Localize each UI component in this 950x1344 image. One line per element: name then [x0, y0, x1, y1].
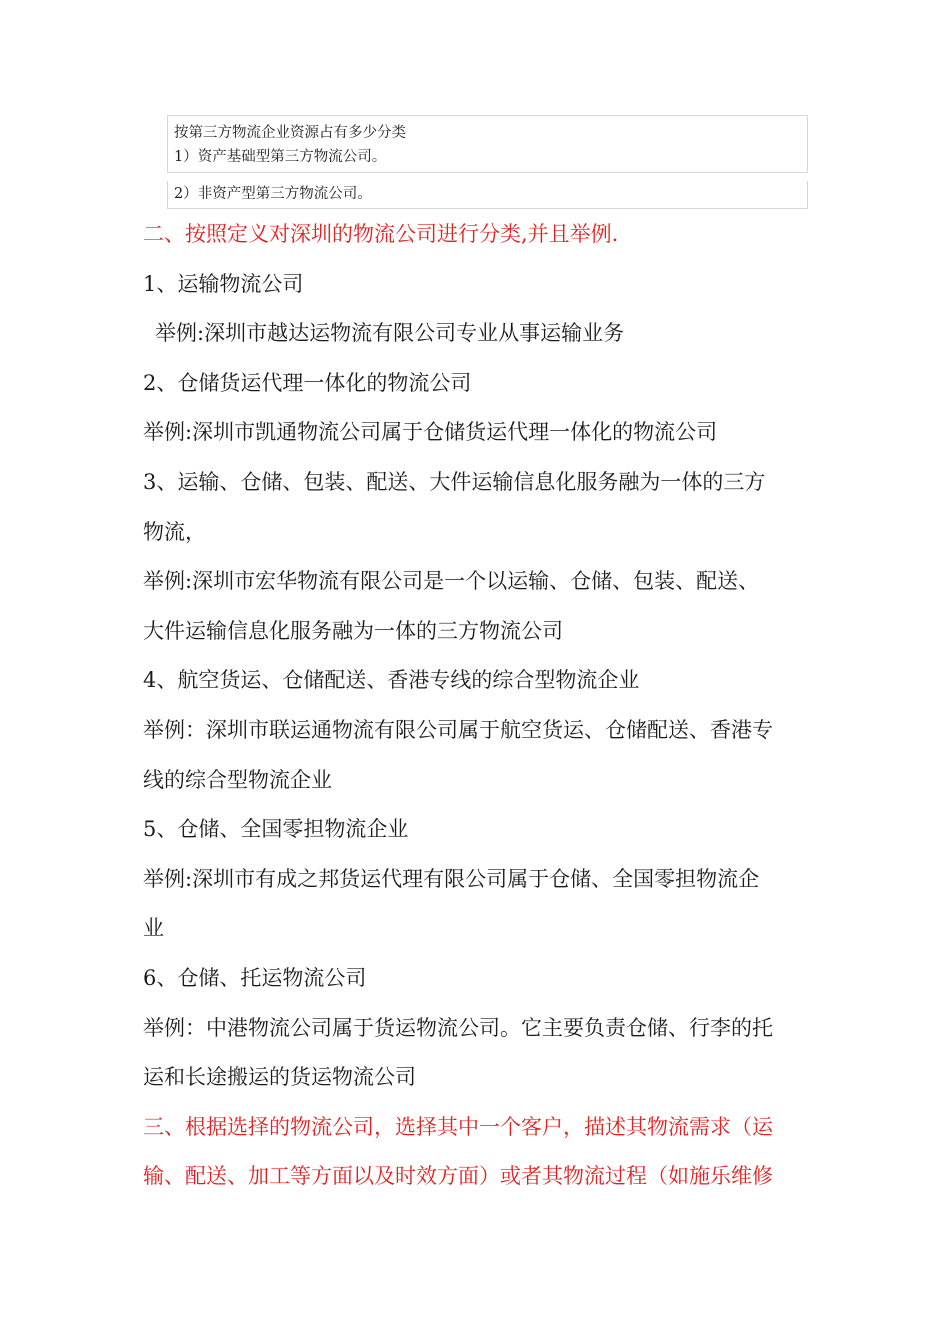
- item-1-title: 1、运输物流公司: [143, 271, 304, 296]
- section-3-heading-line-1: 三、根据选择的物流公司，选择其中一个客户，描述其物流需求（运: [143, 1114, 773, 1139]
- item-3-title-line-2: 物流，: [143, 519, 206, 544]
- item-4-example-line-2: 线的综合型物流企业: [143, 767, 332, 792]
- item-3-example-line-1: 举例:深圳市宏华物流有限公司是一个以运输、仓储、包装、配送、: [143, 569, 760, 594]
- classification-box: [167, 115, 808, 173]
- item-5-title: 5、仓储、全国零担物流企业: [143, 817, 409, 842]
- classification-box-continued: [167, 181, 808, 209]
- item-3-title-line-1: 3、运输、仓储、包装、配送、大件运输信息化服务融为一体的三方: [143, 469, 766, 494]
- item-1-example: 举例:深圳市越达运物流有限公司专业从事运输业务: [155, 321, 625, 346]
- item-4-title: 4、航空货运、仓储配送、香港专线的综合型物流企业: [143, 668, 640, 693]
- section-2-heading: 二、按照定义对深圳的物流公司进行分类,并且举例.: [143, 222, 619, 246]
- item-2-example: 举例:深圳市凯通物流公司属于仓储货运代理一体化的物流公司: [143, 420, 718, 445]
- section-3-heading-line-2: 输、配送、加工等方面以及时效方面）或者其物流过程（如施乐维修: [143, 1164, 773, 1189]
- item-6-example-line-1: 举例：中港物流公司属于货运物流公司。它主要负责仓储、行李的托: [143, 1015, 773, 1040]
- item-4-example-line-1: 举例：深圳市联运通物流有限公司属于航空货运、仓储配送、香港专: [143, 717, 773, 742]
- item-3-example-line-2: 大件运输信息化服务融为一体的三方物流公司: [143, 618, 563, 643]
- box-title: 按第三方物流企业资源占有多少分类: [174, 125, 406, 141]
- item-5-example-line-1: 举例:深圳市有成之邦货运代理有限公司属于仓储、全国零担物流企: [143, 866, 760, 891]
- box-item-1: 1）资产基础型第三方物流公司。: [174, 149, 387, 165]
- item-6-title: 6、仓储、托运物流公司: [143, 965, 367, 990]
- document-body: [143, 210, 811, 1202]
- item-6-example-line-2: 运和长途搬运的货运物流公司: [143, 1065, 416, 1090]
- item-2-title: 2、仓储货运代理一体化的物流公司: [143, 370, 472, 395]
- box-item-2: 2）非资产型第三方物流公司。: [174, 186, 372, 202]
- item-5-example-line-2: 业: [143, 916, 164, 941]
